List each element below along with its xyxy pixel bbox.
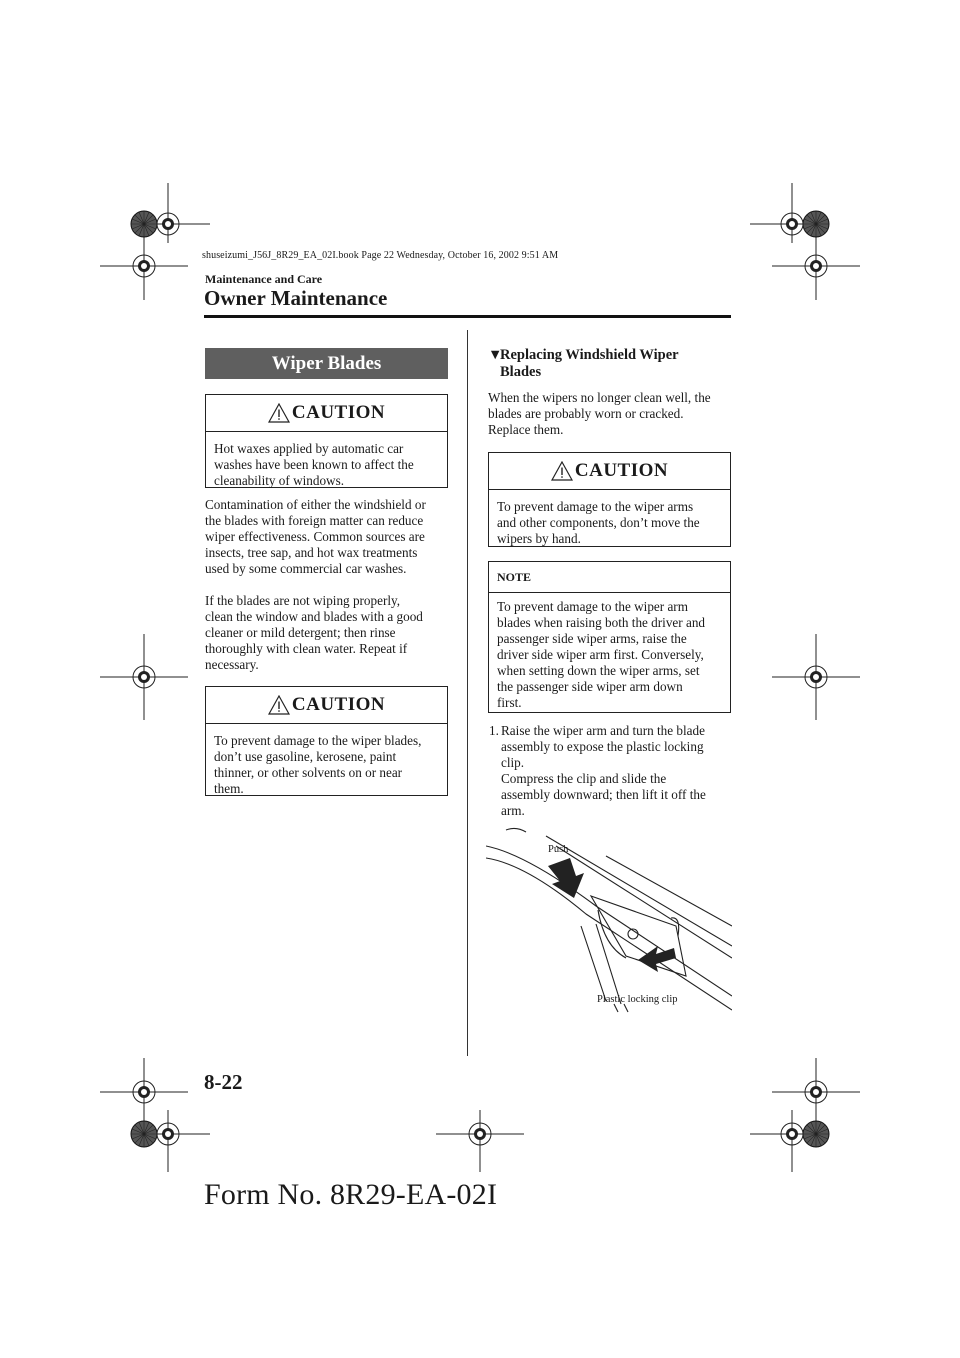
text-line: Contamination of either the windshield or (205, 497, 426, 512)
caution-box-3 (488, 452, 731, 547)
text-line: thinner, or other solvents on or near (214, 765, 403, 780)
warning-icon (268, 695, 290, 715)
text-line: washes have been known to affect the (214, 457, 414, 472)
text-line: clip. (501, 755, 525, 770)
push-label: Push (548, 844, 569, 855)
form-number: Form No. 8R29-EA-02I (204, 1178, 498, 1211)
wiper-blades-bar: Wiper Blades (205, 348, 448, 379)
text-line: assembly downward; then lift it off the (501, 787, 706, 802)
cleaning-paragraph (205, 593, 455, 673)
clip-arrow-icon (638, 946, 676, 972)
text-line: when setting down the wiper arms, set (497, 663, 700, 678)
note-label: NOTE (489, 562, 730, 593)
text-line: Replace them. (488, 422, 564, 437)
text-line: Raise the wiper arm and turn the blade (501, 723, 705, 738)
text-line: Compress the clip and slide the (501, 771, 667, 786)
caution-text (206, 724, 447, 797)
text-line: and other components, don’t move the (497, 515, 700, 530)
text-line: cleaner or mild detergent; then rinse (205, 625, 396, 640)
caution-label: CAUTION (291, 402, 386, 423)
text-line: insects, tree sap, and hot wax treatments (205, 545, 418, 560)
text-line: To prevent damage to the wiper arm (497, 599, 688, 614)
text-line: the passenger side wiper arm down (497, 679, 683, 694)
replacing-heading (488, 347, 679, 381)
caution-label: CAUTION (574, 460, 669, 481)
text-line: the blades with foreign matter can reduce (205, 513, 424, 528)
text-line: used by some commercial car washes. (205, 561, 407, 576)
page-title: Owner Maintenance (204, 286, 388, 310)
text-line: wiper effectiveness. Common sources are (205, 529, 425, 544)
text-line: them. (214, 781, 244, 796)
intro-paragraph (488, 390, 738, 438)
caution-text (489, 490, 730, 547)
wiper-clip-illustration (486, 826, 732, 1016)
caution-label: CAUTION (291, 694, 386, 715)
caution-header (206, 687, 447, 724)
caution-box-1 (205, 394, 448, 488)
triangle-marker-icon: ▼ (488, 347, 503, 363)
clip-label: Plastic locking clip (597, 994, 678, 1005)
text-line: assembly to expose the plastic locking (501, 739, 704, 754)
step-1 (489, 723, 734, 819)
heading-line: Blades (500, 364, 542, 380)
text-line: don’t use gasoline, kerosene, paint (214, 749, 397, 764)
text-line: blades when raising both the driver and (497, 615, 706, 630)
caution-box-2 (205, 686, 448, 796)
push-arrow-icon (548, 858, 584, 898)
text-line: arm. (501, 803, 525, 818)
text-line: first. (497, 695, 522, 710)
page-number: 8-22 (204, 1070, 243, 1094)
title-rule (204, 315, 731, 318)
text-line: To prevent damage to the wiper blades, (214, 733, 422, 748)
caution-header (206, 395, 447, 432)
caution-text (206, 432, 447, 489)
text-line: necessary. (205, 657, 259, 672)
note-text (489, 593, 730, 711)
text-line: When the wipers no longer clean well, the (488, 390, 711, 405)
warning-icon (268, 403, 290, 423)
step-number: 1. (489, 723, 499, 738)
text-line: wipers by hand. (497, 531, 581, 546)
text-line: thoroughly with clean water. Repeat if (205, 641, 408, 656)
text-line: cleanability of windows. (214, 473, 345, 488)
caution-header (489, 453, 730, 490)
text-line: blades are probably worn or cracked. (488, 406, 684, 421)
crop-slug: shuseizumi_J56J_8R29_EA_02I.book Page 22 Wednesday, October 16, 2002 9:51 AM (202, 250, 559, 261)
text-line: passenger side wiper arms, raise the (497, 631, 687, 646)
text-line: Hot waxes applied by automatic car (214, 441, 404, 456)
heading-line: Replacing Windshield Wiper (500, 347, 679, 363)
text-line: driver side wiper arm first. Conversely, (497, 647, 704, 662)
text-line: If the blades are not wiping properly, (205, 593, 401, 608)
note-box (488, 561, 731, 713)
warning-icon (551, 461, 573, 481)
text-line: clean the window and blades with a good (205, 609, 423, 624)
column-divider (467, 330, 468, 1056)
section-title: Maintenance and Care (205, 272, 323, 286)
text-line: To prevent damage to the wiper arms (497, 499, 694, 514)
contamination-paragraph (205, 497, 455, 577)
